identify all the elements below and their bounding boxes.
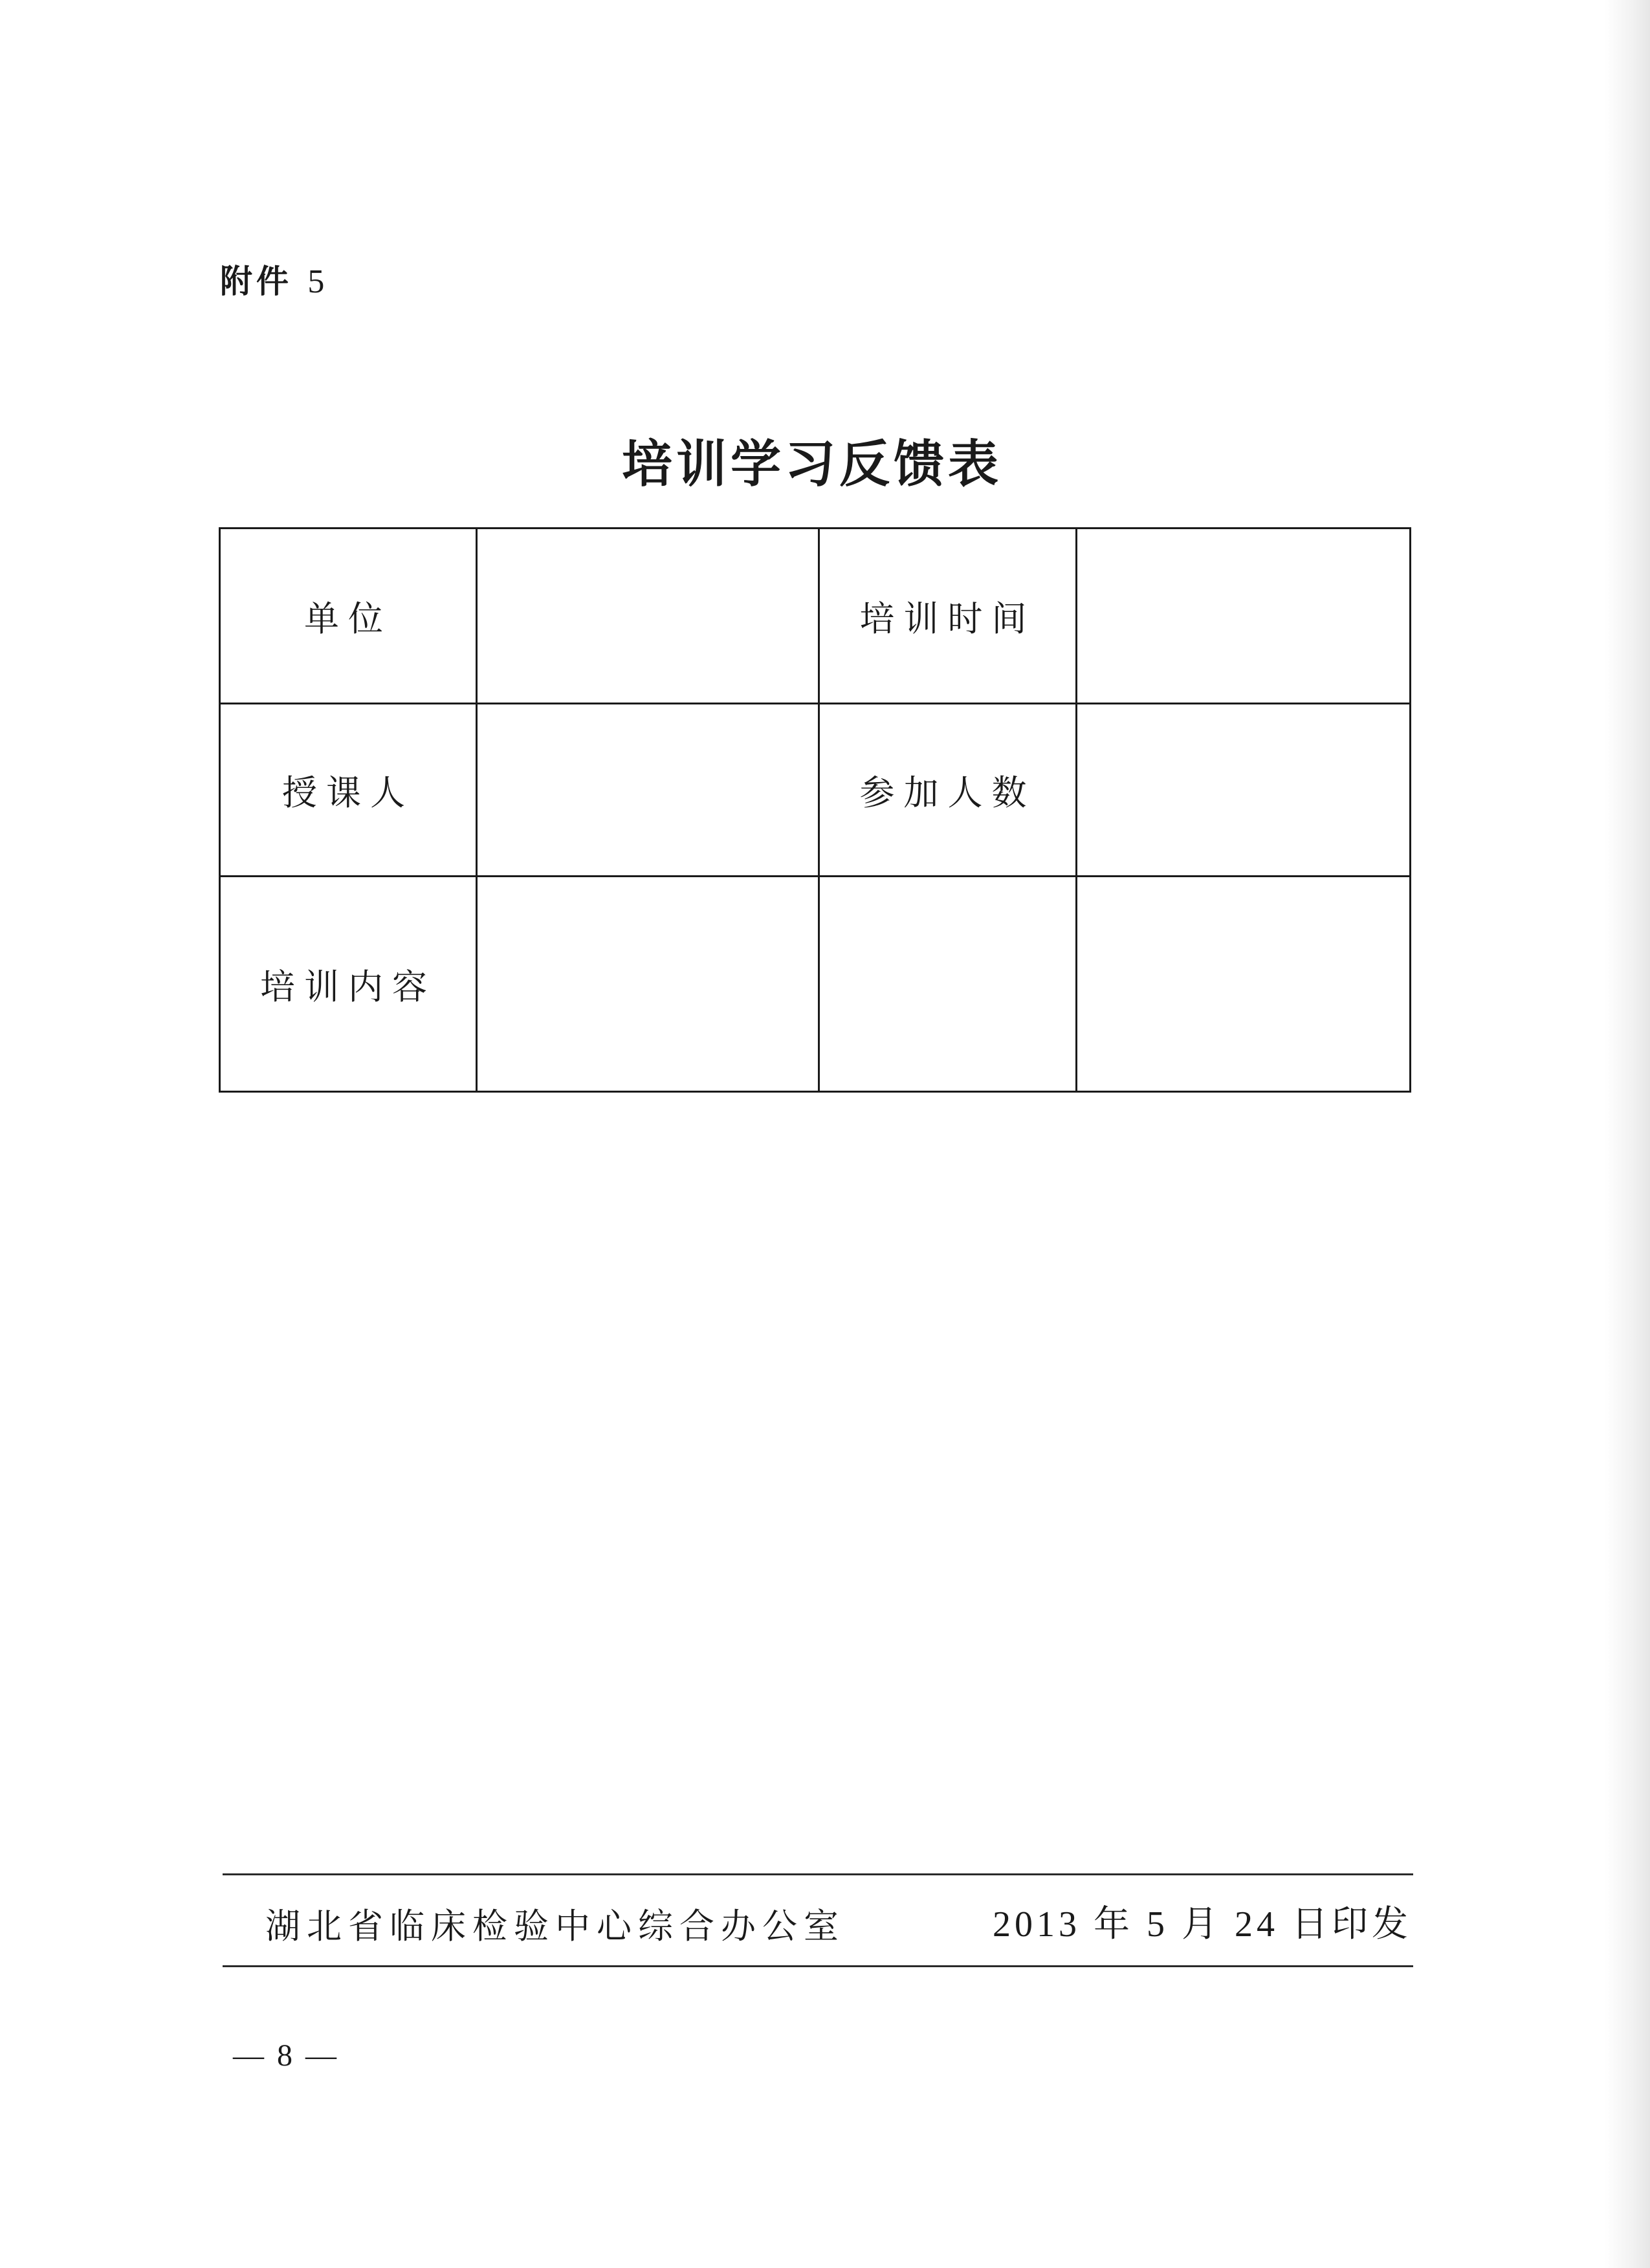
unit-label: 单位 [220,529,477,704]
issue-date: 2013 年 5 月 24 日印发 [993,1904,1412,1945]
training-content-extra-value-cell[interactable] [1077,877,1411,1092]
lecturer-label: 授课人 [220,704,477,877]
training-content-label: 培训内容 [220,877,477,1092]
footer-top-rule [223,1873,1413,1875]
scan-edge-shadow [1605,0,1650,2268]
feedback-form-table [219,527,1411,1093]
footer-bottom-rule [223,1965,1413,1967]
table-row [220,877,1411,1092]
attachment-number: 5 [307,263,329,300]
unit-value-cell[interactable] [477,529,819,704]
participant-count-label: 参加人数 [819,704,1077,877]
page-number: — 8 — [233,2038,339,2073]
participant-count-value-cell[interactable] [1077,704,1411,877]
training-time-label: 培训时间 [819,529,1077,704]
training-content-value-cell[interactable] [477,877,819,1092]
table-row [220,704,1411,877]
attachment-label [220,256,328,302]
lecturer-value-cell[interactable] [477,704,819,877]
training-time-value-cell[interactable] [1077,529,1411,704]
issuer-name: 湖北省临床检验中心综合办公室 [265,1906,845,1946]
attachment-prefix: 附件 [220,263,292,300]
training-content-extra-cell[interactable] [819,877,1077,1092]
form-title: 培训学习反馈表 [621,435,1002,494]
table-row [220,529,1411,704]
